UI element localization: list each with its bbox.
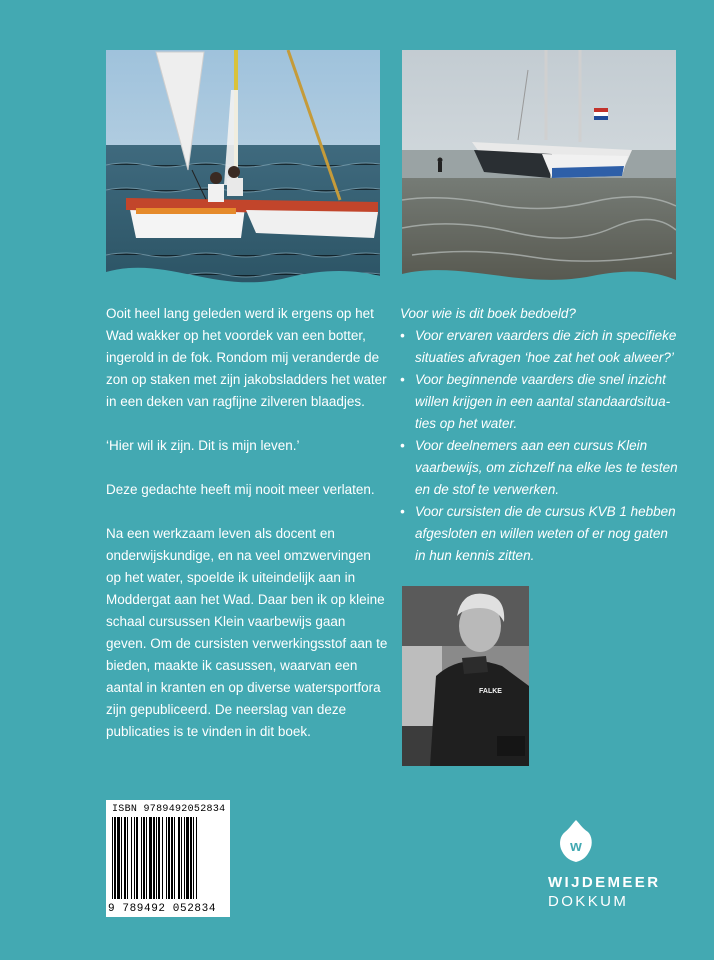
intro-text [106,303,388,765]
paragraph-1: Ooit heel lang geleden werd ik ergens op het Wad wakker op het voordek van een botter, ingerold in de fok. Rondom mij veranderde de zon op staken met zijn jakobsladders het water in een deken van ragfijne zilveren blaadjes. [106,306,387,409]
photo-catamaran-on-mudflat [402,50,676,290]
isbn-barcode [106,800,230,917]
audience-item: • Voor cursisten die de cursus KVB 1 hebben afgesloten en willen weten of er nog gaten in hun kennis zitten. [400,501,682,567]
audience-heading: Voor wie is dit boek bedoeld? [400,306,576,321]
audience-item: • Voor beginnende vaarders die snel inzicht willen krijgen in een aantal standaardsituaties op het water. [400,369,682,435]
portrait-jacket-text: FALKE [479,688,502,695]
audience-section [400,303,682,567]
photo-author-portrait [402,586,529,766]
paragraph-2: ‘Hier wil ik zijn. Dit is mijn leven.’ [106,438,300,453]
publisher-logo [548,818,688,910]
audience-list [400,325,682,567]
audience-item: • Voor deelnemers aan een cursus Klein vaarbewijs, om zichzelf na elke les te testen en de stof te verwerken. [400,435,682,501]
paragraph-3: Deze gedachte heeft mij nooit meer verlaten. [106,482,375,497]
publisher-mark-icon [558,818,594,864]
publisher-name: WIJDEMEER [548,874,661,891]
barcode-bars [112,817,224,899]
publisher-mark-letter: w [570,838,582,855]
audience-item: • Voor ervaren vaarders die zich in specifieke situaties afvragen ‘hoe zat het ook alweer?’ [400,325,682,369]
publisher-city: DOKKUM [548,893,629,910]
paragraph-4: Na een werkzaam leven als docent en onderwijskundige, en na veel omzwervingen op het water, spoelde ik uiteindelijk aan in Moddergat aan het Wad. Daar ben ik op kleine schaal cursussen Klein vaarbewijs gaan geven. Om de cursisten verwerkingsstof aan te bieden, maakte ik casussen, waarvan een aantal in kranten en op diverse watersportfora zijn gepubliceerd. De neerslag van deze publicaties is te vinden in dit boek. [106,526,388,739]
isbn-digits: 9 789492 052834 [108,903,217,915]
photo-sailing-trimaran [106,50,380,290]
isbn-label: ISBN 9789492052834 [112,804,226,815]
